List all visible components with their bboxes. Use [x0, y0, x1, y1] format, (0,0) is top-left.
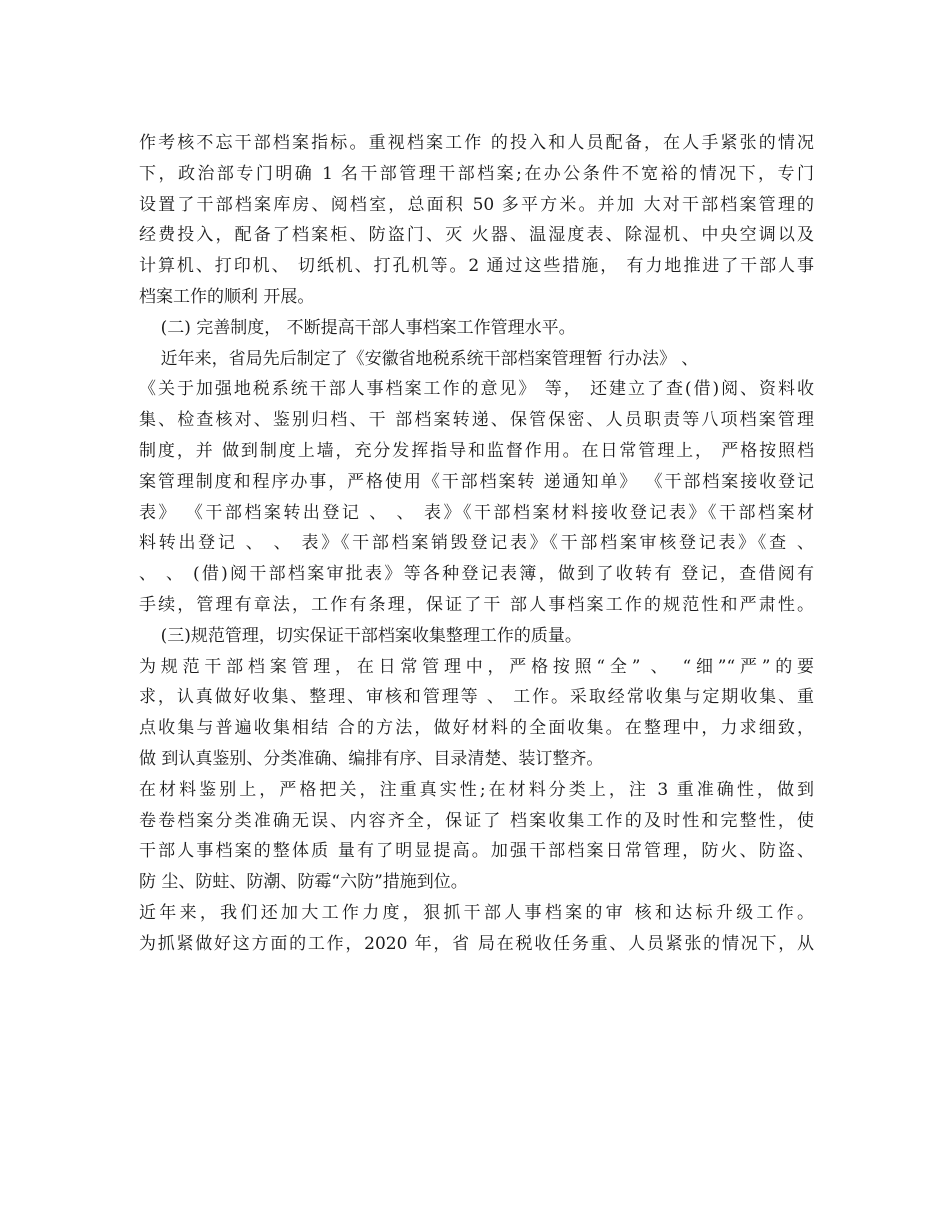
- text-line: (三)规范管理，切实保证干部档案收集整理工作的质量。: [139, 625, 582, 646]
- text-line: 作考核不忘干部档案指标。重视档案工作 的投入和人员配备，在人手紧张的情况: [139, 133, 814, 153]
- text-line: 档案工作的顺利 开展。: [139, 286, 315, 307]
- text-line: 求，认真做好收集、整理、审核和管理等 、 工作。采取经常收集与定期收集、重: [139, 687, 814, 708]
- text-line: 防 尘、防蛀、防潮、防霉“六防”措施到位。: [139, 872, 468, 893]
- text-line: 经费投入，配备了档案柜、防盗门、灭 火器、温湿度表、除湿机、中央空调以及: [139, 225, 814, 246]
- body-text: [139, 128, 814, 960]
- text-line: 表》 《干部档案转出登记 、 、 表》《干部档案材料接收登记表》《干部档案材: [139, 502, 814, 523]
- text-line: (二) 完善制度， 不断提高干部人事档案工作管理水平。: [139, 317, 576, 338]
- text-line: 卷卷档案分类准确无误、内容齐全，保证了 档案收集工作的及时性和完整性，使: [139, 810, 814, 831]
- text-line: 点收集与普遍收集相结 合的方法，做好材料的全面收集。在整理中，力求细致，: [139, 718, 814, 739]
- text-line: 料转出登记 、 、 表》《干部档案销毁登记表》《干部档案审核登记表》《查 、: [139, 533, 814, 554]
- text-line: 集、检查核对、鉴别归档、干 部档案转递、保管保密、人员职责等八项档案管理: [139, 410, 814, 431]
- text-line: 手续，管理有章法，工作有条理，保证了干 部人事档案工作的规范性和严肃性。: [139, 594, 814, 615]
- text-line: 制度，并 做到制度上墙，充分发挥指导和监督作用。在日常管理上， 严格按照档: [139, 440, 814, 461]
- text-line: 计算机、打印机、 切纸机、打孔机等。2 通过这些措施， 有力地推进了干部人事: [139, 256, 814, 277]
- text-line: 在材料鉴别上，严格把关，注重真实性;在材料分类上，注 3 重准确性，做到: [139, 779, 814, 800]
- text-line: 近年来，我们还加大工作力度，狠抓干部人事档案的审 核和达标升级工作。: [139, 902, 814, 923]
- text-line: 为抓紧做好这方面的工作，2020 年，省 局在税收任务重、人员紧张的情况下，从: [139, 933, 814, 954]
- text-line: 近年来，省局先后制定了《安徽省地税系统干部档案管理暂 行办法》 、: [139, 348, 699, 369]
- text-line: 、 、 (借)阅干部档案审批表》等各种登记表簿，做到了收转有 登记，查借阅有: [139, 564, 814, 585]
- text-line: 下，政治部专门明确 1 名干部管理干部档案;在办公条件不宽裕的情况下，专门: [139, 163, 814, 184]
- text-line: 干部人事档案的整体质 量有了明显提高。加强干部档案日常管理，防火、防盗、: [139, 841, 814, 862]
- text-line: 设置了干部档案库房、阅档室，总面积 50 多平方米。并加 大对干部档案管理的: [139, 194, 814, 215]
- text-line: 为规范干部档案管理，在日常管理中，严格按照“全” 、 “细”“严”的要: [139, 656, 814, 677]
- text-line: 案管理制度和程序办事，严格使用《干部档案转 递通知单》 《干部档案接收登记: [139, 471, 814, 492]
- text-line: 《关于加强地税系统干部人事档案工作的意见》 等， 还建立了查(借)阅、资料收: [139, 379, 814, 400]
- text-line: 做 到认真鉴别、分类准确、编排有序、目录清楚、装订整齐。: [139, 748, 604, 769]
